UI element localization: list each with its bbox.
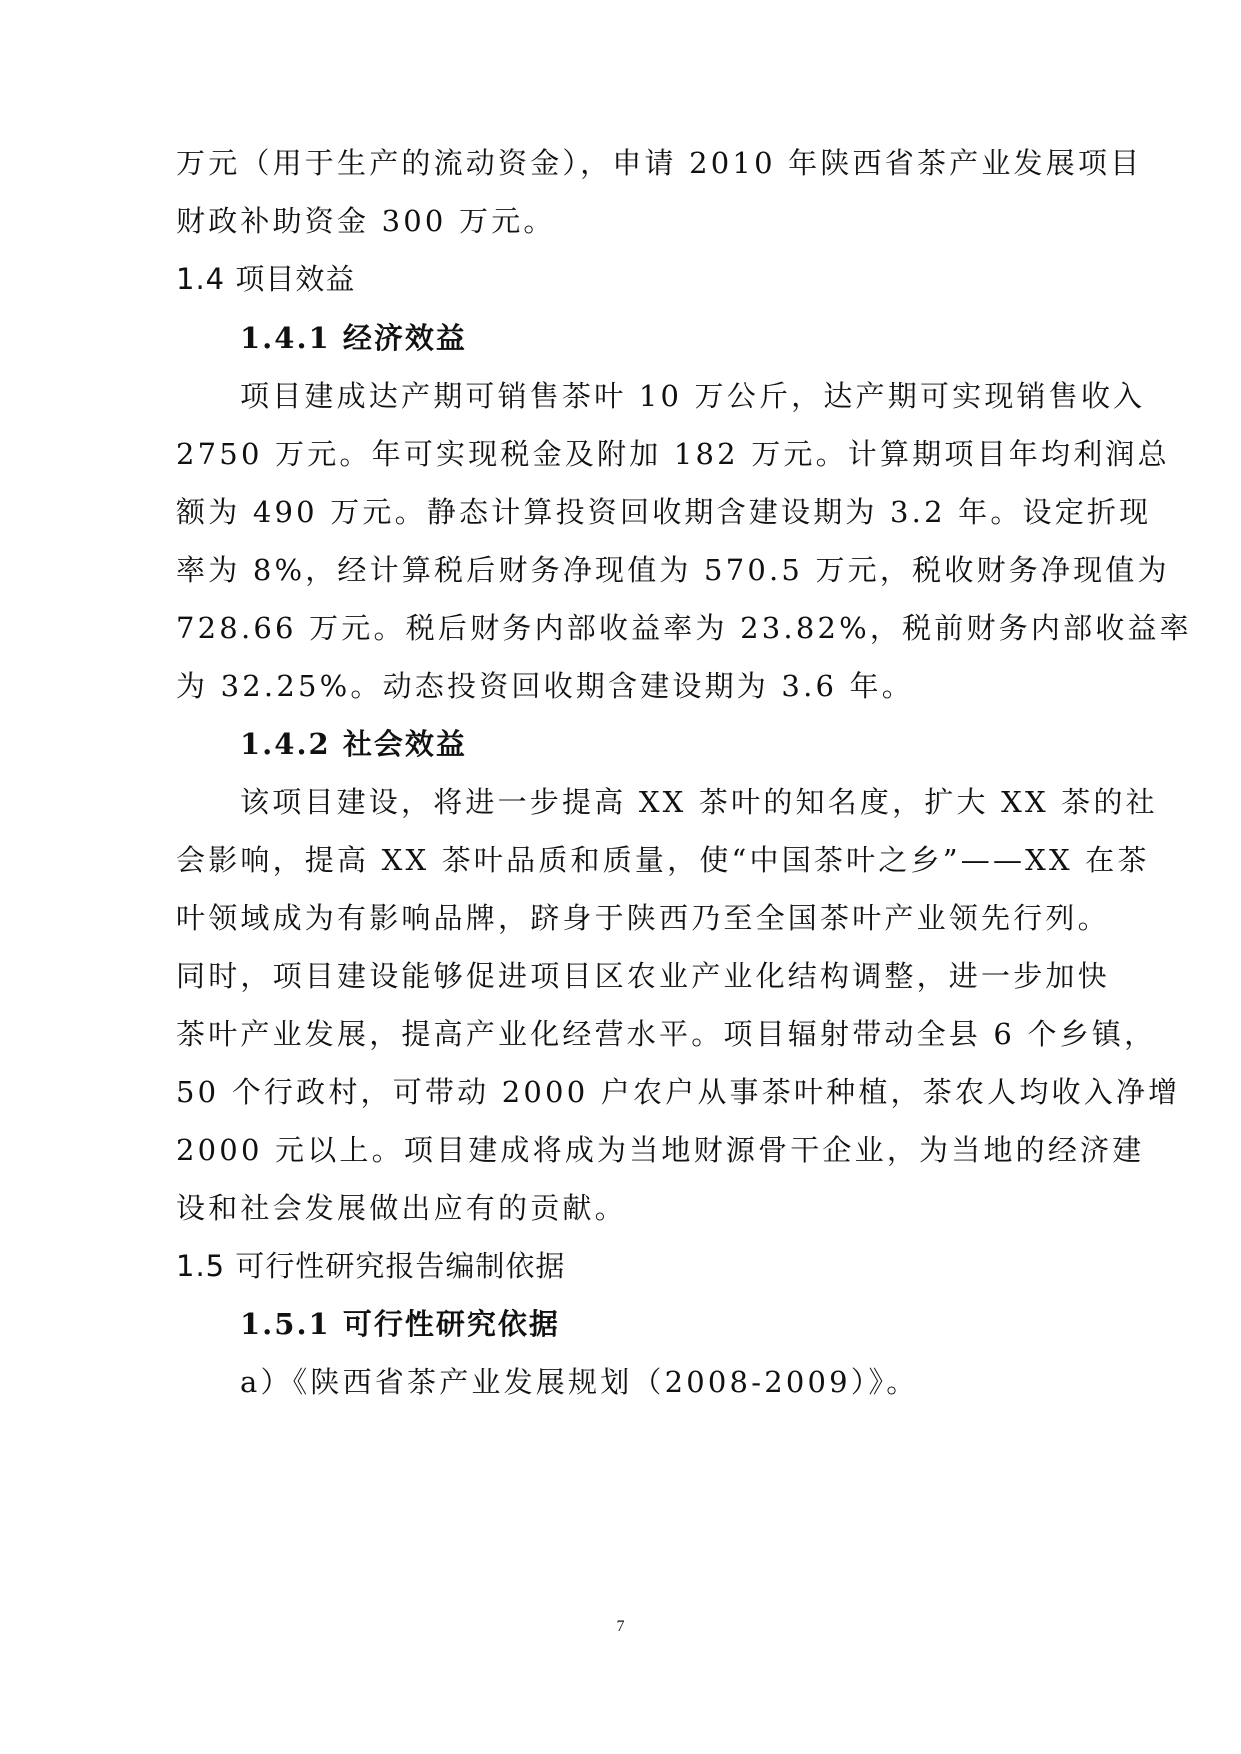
paragraph-line: 728.66 万元。税后财务内部收益率为 23.82%，税前财务内部收益率 <box>176 611 1192 645</box>
paragraph-line: 同时，项目建设能够促进项目区农业产业化结构调整，进一步加快 <box>176 959 1110 993</box>
paragraph-line: 率为 8%，经计算税后财务净现值为 570.5 万元，税收财务净现值为 <box>176 553 1170 587</box>
section-heading-1-5: 1.5 可行性研究报告编制依据 <box>176 1249 566 1283</box>
paragraph-line: 会影响，提高 XX 茶叶品质和质量，使“中国茶叶之乡”——XX 在茶 <box>176 843 1150 877</box>
page-number: 7 <box>616 1618 625 1635</box>
paragraph-line: 项目建成达产期可销售茶叶 10 万公斤，达产期可实现销售收入 <box>240 379 1146 413</box>
section-heading-1-4: 1.4 项目效益 <box>176 262 356 296</box>
paragraph-line: 设和社会发展做出应有的贡献。 <box>176 1191 627 1225</box>
subsection-heading-1-4-2: 1.4.2 社会效益 <box>240 727 467 761</box>
paragraph-line: 2750 万元。年可实现税金及附加 182 万元。计算期项目年均利润总 <box>176 437 1170 471</box>
subsection-heading-1-4-1: 1.4.1 经济效益 <box>240 321 467 355</box>
paragraph-line: 2000 元以上。项目建成将成为当地财源骨干企业，为当地的经济建 <box>176 1133 1145 1167</box>
paragraph-line: 该项目建设，将进一步提高 XX 茶叶的知名度，扩大 XX 茶的社 <box>240 785 1158 819</box>
paragraph-line: 额为 490 万元。静态计算投资回收期含建设期为 3.2 年。设定折现 <box>176 495 1152 529</box>
paragraph-line: 为 32.25%。动态投资回收期含建设期为 3.6 年。 <box>176 669 914 703</box>
list-item: a）《陕西省茶产业发展规划（2008-2009）》。 <box>240 1365 919 1399</box>
paragraph-line: 茶叶产业发展，提高产业化经营水平。项目辐射带动全县 6 个乡镇， <box>176 1017 1157 1051</box>
paragraph-line: 50 个行政村，可带动 2000 户农户从事茶叶种植，茶农人均收入净增 <box>176 1075 1181 1109</box>
subsection-heading-1-5-1: 1.5.1 可行性研究依据 <box>240 1307 560 1341</box>
paragraph-line: 叶领域成为有影响品牌，跻身于陕西乃至全国茶叶产业领先行列。 <box>176 901 1110 935</box>
paragraph-line: 万元（用于生产的流动资金），申请 2010 年陕西省茶产业发展项目 <box>176 146 1143 180</box>
paragraph-line: 财政补助资金 300 万元。 <box>176 204 556 238</box>
